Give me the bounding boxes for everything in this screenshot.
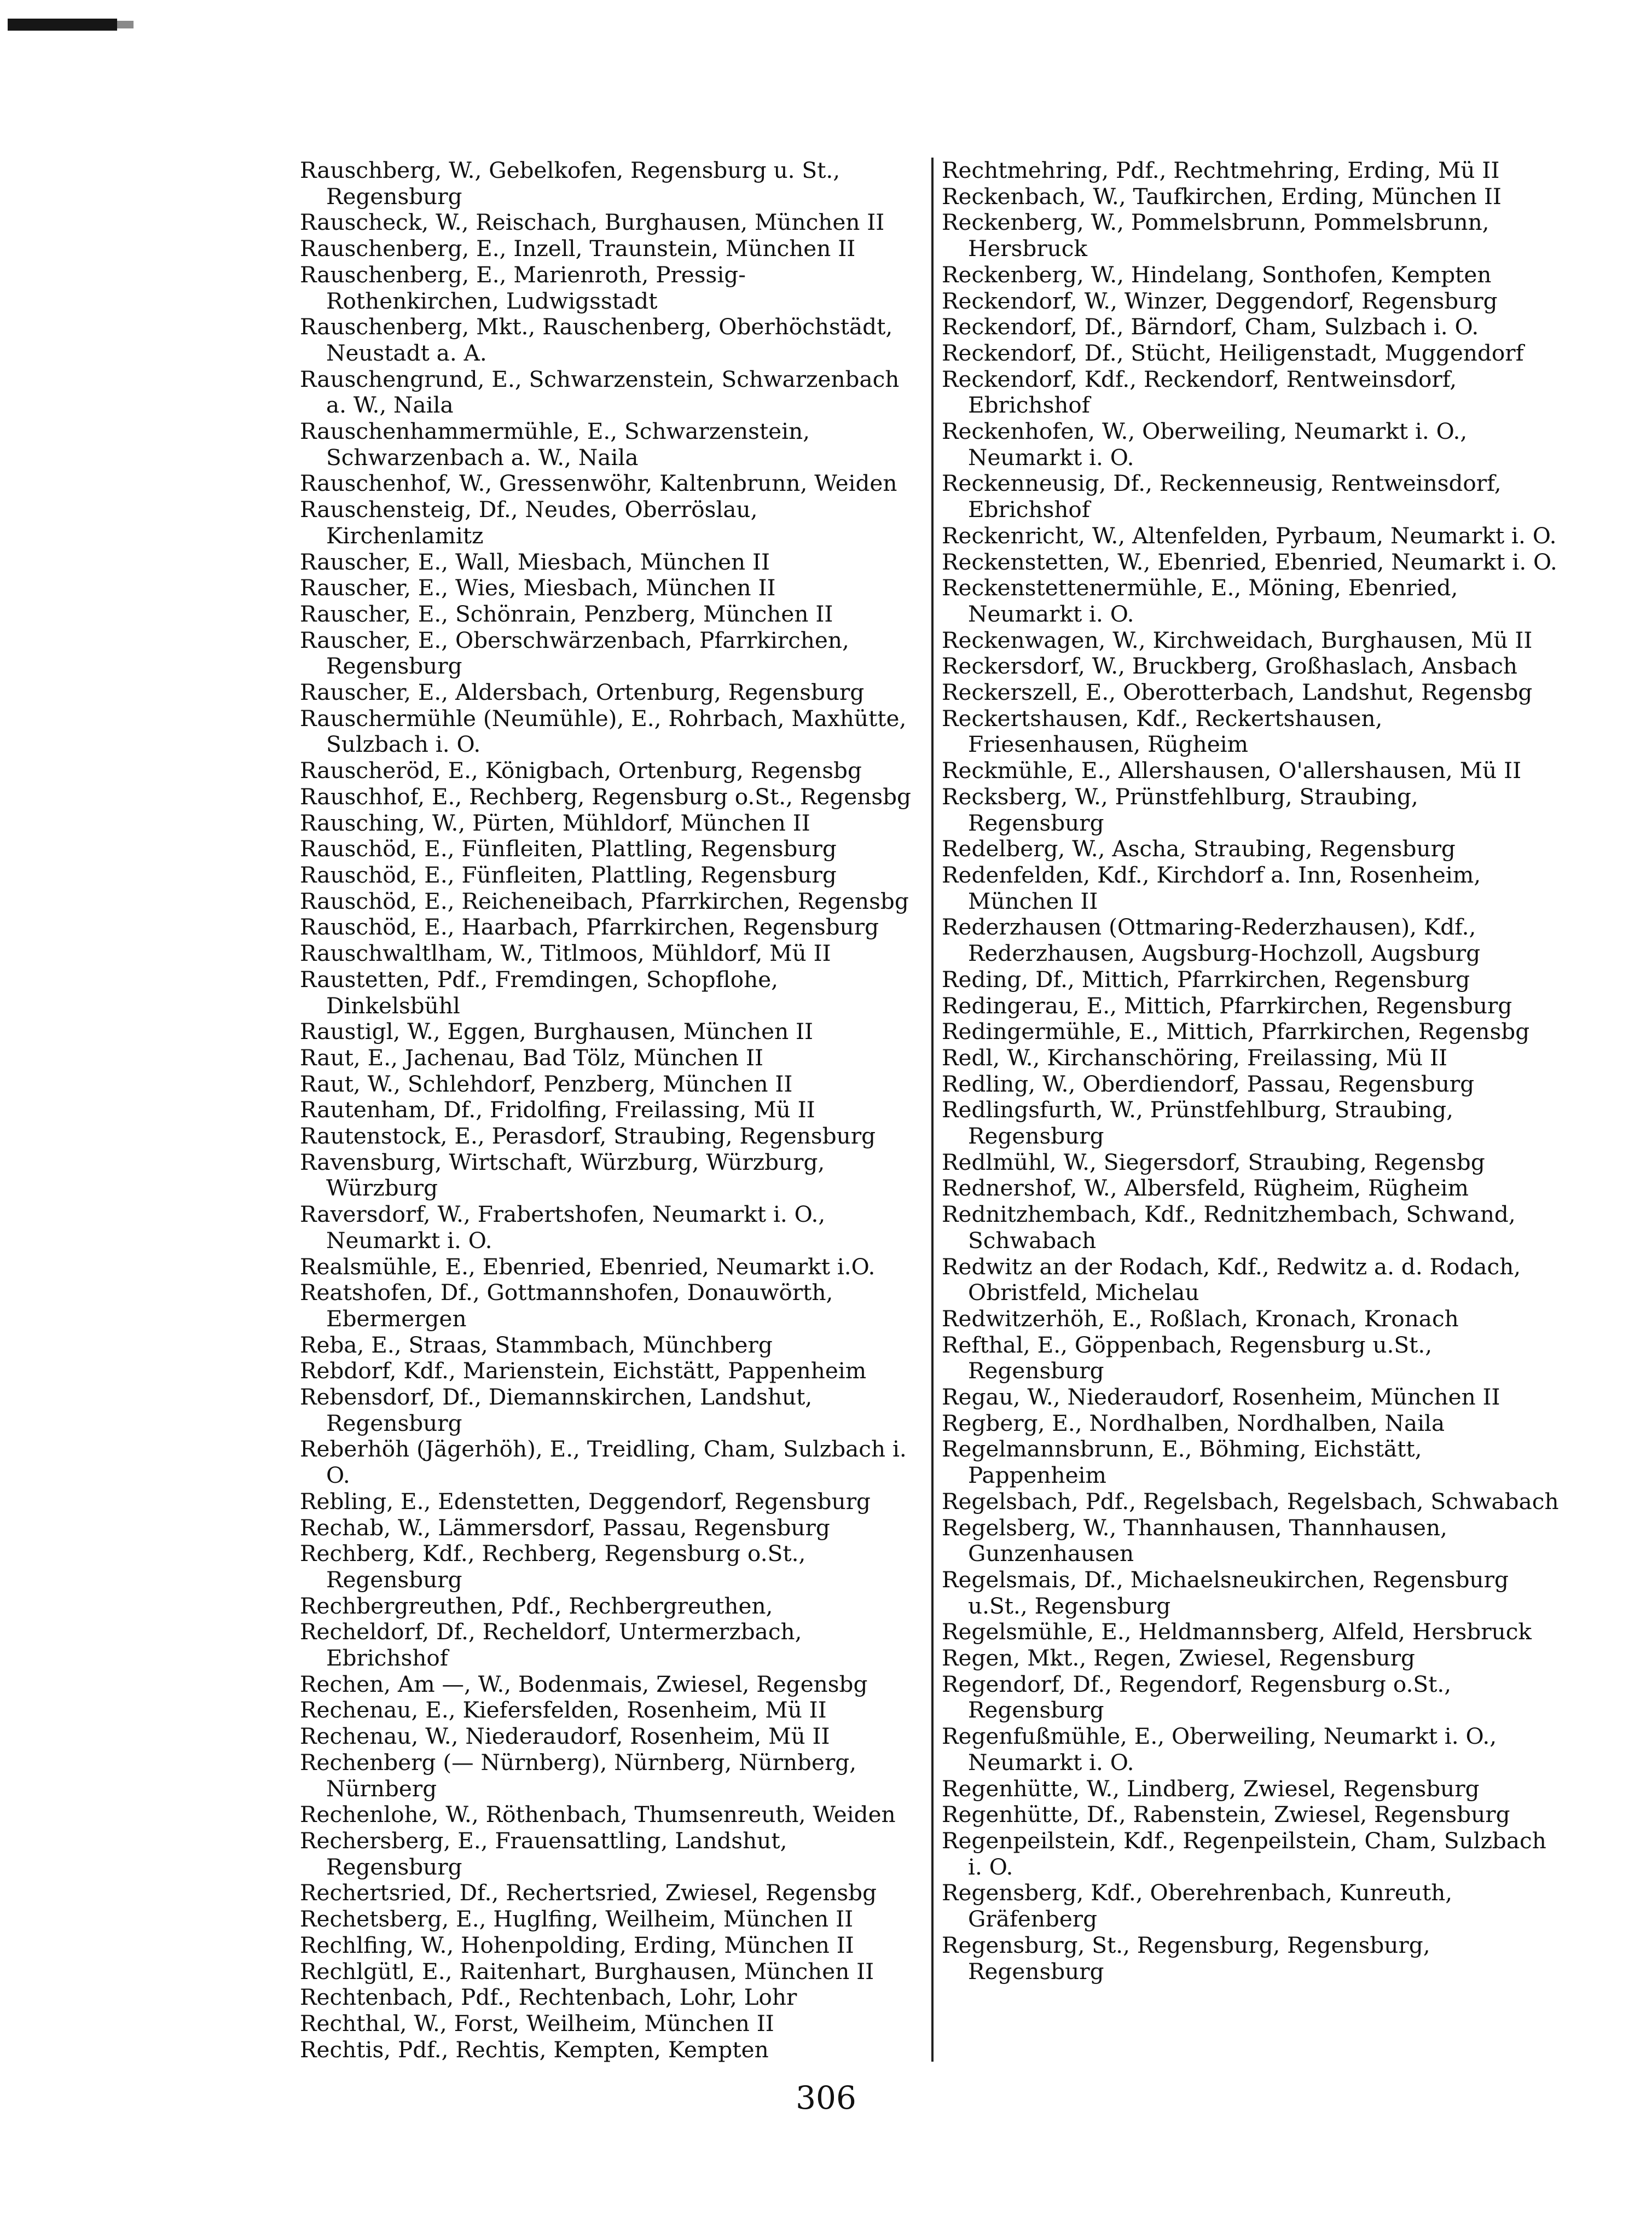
gazetteer-entry: Rechertsried, Df., Rechertsried, Zwiesel, Regensbg	[300, 1879, 877, 1906]
page-number: 306	[796, 2079, 856, 2116]
gazetteer-entry: Reba, E., Straas, Stammbach, Münchberg	[300, 1331, 773, 1358]
gazetteer-entry: Reckerszell, E., Oberotterbach, Landshut, Regensbg	[942, 679, 1533, 706]
gazetteer-entry: Reckendorf, Kdf., Reckendorf, Rentweinsdorf, Ebrichshof	[942, 365, 1464, 419]
gazetteer-entry: Rechenlohe, W., Röthenbach, Thumsenreuth, Weiden	[300, 1801, 896, 1828]
gazetteer-entry: Recheldorf, Df., Recheldorf, Untermerzbach, Ebrichshof	[300, 1618, 809, 1672]
gazetteer-entry: Reckenhofen, W., Oberweiling, Neumarkt i. O., Neumarkt i. O.	[942, 418, 1475, 471]
gazetteer-entry: Rechberg, Kdf., Rechberg, Regensburg o.St., Regensburg	[300, 1540, 813, 1593]
gazetteer-entry: Reckenstettenermühle, E., Möning, Ebenried, Neumarkt i. O.	[942, 575, 1465, 627]
gazetteer-entry: Rechab, W., Lämmersdorf, Passau, Regensburg	[300, 1514, 830, 1541]
gazetteer-entry: Rauschöd, E., Fünfleiten, Plattling, Regensburg	[300, 861, 837, 888]
gazetteer-entry: Rauscher, E., Wall, Miesbach, München II	[300, 548, 770, 575]
gazetteer-entry: Rebensdorf, Df., Diemannskirchen, Landshut, Regensburg	[300, 1384, 820, 1436]
gazetteer-entry: Rauschwaltlham, W., Titlmoos, Mühldorf, Mü II	[300, 940, 831, 967]
gazetteer-entry: Rauschöd, E., Reicheneibach, Pfarrkirchen, Regensbg	[300, 887, 909, 914]
scan-corner-mark	[8, 19, 117, 31]
gazetteer-entry: Reckenneusig, Df., Reckenneusig, Rentweinsdorf, Ebrichshof	[942, 470, 1509, 523]
gazetteer-entry: Reckenberg, W., Hindelang, Sonthofen, Kempten	[942, 261, 1492, 288]
gazetteer-entry: Rechtis, Pdf., Rechtis, Kempten, Kempten	[300, 2036, 769, 2063]
left-column	[300, 158, 918, 2073]
gazetteer-entry: Raut, E., Jachenau, Bad Tölz, München II	[300, 1044, 763, 1071]
gazetteer-entry: Rauscher, E., Aldersbach, Ortenburg, Regensburg	[300, 679, 865, 706]
gazetteer-entry: Rautenstock, E., Perasdorf, Straubing, Regensburg	[300, 1123, 876, 1150]
gazetteer-entry: Ravensburg, Wirtschaft, Würzburg, Würzburg, Würzburg	[300, 1148, 832, 1202]
gazetteer-entry: Regenfußmühle, E., Oberweiling, Neumarkt i. O., Neumarkt i. O.	[942, 1723, 1504, 1776]
gazetteer-entry: Rechlgütl, E., Raitenhart, Burghausen, München II	[300, 1958, 874, 1985]
gazetteer-entry: Rausching, W., Pürten, Mühldorf, München II	[300, 809, 810, 836]
gazetteer-entry: Raut, W., Schlehdorf, Penzberg, München II	[300, 1070, 793, 1097]
gazetteer-entry: Regau, W., Niederaudorf, Rosenheim, München II	[942, 1384, 1500, 1411]
gazetteer-entry: Reding, Df., Mittich, Pfarrkirchen, Regensburg	[942, 966, 1470, 993]
gazetteer-entry: Rechbergreuthen, Pdf., Rechbergreuthen,	[300, 1592, 773, 1619]
gazetteer-entry: Regendorf, Df., Regendorf, Regensburg o.St., Regensburg	[942, 1670, 1459, 1724]
gazetteer-entry: Raustigl, W., Eggen, Burghausen, München II	[300, 1018, 814, 1045]
gazetteer-entry: Rauschberg, W., Gebelkofen, Regensburg u. St., Regensburg	[300, 158, 848, 210]
column-divider	[931, 158, 934, 2062]
gazetteer-entry: Rauscheck, W., Reischach, Burghausen, München II	[300, 209, 885, 236]
gazetteer-entry: Rebling, E., Edenstetten, Deggendorf, Regensburg	[300, 1488, 871, 1515]
gazetteer-entry: Regelsbach, Pdf., Regelsbach, Regelsbach, Schwabach	[942, 1488, 1559, 1515]
gazetteer-entry: Rechlfing, W., Hohenpolding, Erding, München II	[300, 1931, 854, 1958]
gazetteer-entry: Rechtenbach, Pdf., Rechtenbach, Lohr, Lohr	[300, 1984, 797, 2011]
gazetteer-entry: Rauscheröd, E., Königbach, Ortenburg, Regensbg	[300, 757, 862, 784]
gazetteer-entry: Rauschermühle (Neumühle), E., Rohrbach, Maxhütte, Sulzbach i. O.	[300, 705, 914, 758]
gazetteer-entry: Reckenberg, W., Pommelsbrunn, Pommelsbrunn, Hersbruck	[942, 209, 1497, 262]
gazetteer-entry: Regelsmais, Df., Michaelsneukirchen, Regensburg u.St., Regensburg	[942, 1566, 1516, 1619]
gazetteer-entry: Regberg, E., Nordhalben, Nordhalben, Naila	[942, 1409, 1445, 1436]
gazetteer-entry: Rechen, Am —, W., Bodenmais, Zwiesel, Regensbg	[300, 1670, 868, 1697]
gazetteer-entry: Regelsmühle, E., Heldmannsberg, Alfeld, Hersbruck	[942, 1618, 1532, 1645]
gazetteer-entry: Rauschenberg, Mkt., Rauschenberg, Oberhöchstädt, Neustadt a. A.	[300, 314, 900, 366]
gazetteer-entry: Regenhütte, Df., Rabenstein, Zwiesel, Regensburg	[942, 1801, 1510, 1828]
gazetteer-entry: Rauschenberg, E., Inzell, Traunstein, München II	[300, 235, 856, 262]
gazetteer-entry: Redingerau, E., Mittich, Pfarrkirchen, Regensburg	[942, 992, 1512, 1019]
gazetteer-entry: Regensburg, St., Regensburg, Regensburg, Regensburg	[942, 1931, 1437, 1985]
gazetteer-entry: Rauschhof, E., Rechberg, Regensburg o.St., Regensbg	[300, 783, 911, 810]
gazetteer-entry: Rechtmehring, Pdf., Rechtmehring, Erding, Mü II	[942, 158, 1500, 183]
gazetteer-entry: Rauschenhammermühle, E., Schwarzenstein, Schwarzenbach a. W., Naila	[300, 418, 817, 471]
gazetteer-entry: Regensberg, Kdf., Oberehrenbach, Kunreuth, Gräfenberg	[942, 1879, 1460, 1933]
gazetteer-entry: Refthal, E., Göppenbach, Regensburg u.St., Regensburg	[942, 1331, 1440, 1384]
gazetteer-entry: Redelberg, W., Ascha, Straubing, Regensburg	[942, 836, 1456, 862]
gazetteer-entry: Reckenstetten, W., Ebenried, Ebenried, Neumarkt i. O.	[942, 548, 1557, 575]
right-column	[942, 158, 1560, 2073]
gazetteer-entry: Reckertshausen, Kdf., Reckertshausen, Friesenhausen, Rügheim	[942, 705, 1390, 758]
gazetteer-entry: Regen, Mkt., Regen, Zwiesel, Regensburg	[942, 1645, 1415, 1672]
gazetteer-entry: Rechenau, W., Niederaudorf, Rosenheim, Mü II	[300, 1723, 830, 1750]
gazetteer-entry: Rechetsberg, E., Huglfing, Weilheim, München II	[300, 1906, 854, 1933]
gazetteer-entry: Rechersberg, E., Frauensattling, Landshut, Regensburg	[300, 1827, 795, 1880]
gazetteer-entry: Reckendorf, Df., Stücht, Heiligenstadt, Muggendorf	[942, 339, 1524, 366]
gazetteer-entry: Recksberg, W., Prünstfehlburg, Straubing, Regensburg	[942, 783, 1425, 836]
gazetteer-entry: Redingermühle, E., Mittich, Pfarrkirchen, Regensbg	[942, 1018, 1530, 1045]
gazetteer-entry: Redwitzerhöh, E., Roßlach, Kronach, Kronach	[942, 1305, 1459, 1332]
gazetteer-entry: Redlmühl, W., Siegersdorf, Straubing, Regensbg	[942, 1148, 1485, 1175]
gazetteer-entry: Rauscher, E., Oberschwärzenbach, Pfarrkirchen, Regensburg	[300, 626, 856, 680]
gazetteer-entry: Rednitzhembach, Kdf., Rednitzhembach, Schwand, Schwabach	[942, 1201, 1523, 1254]
gazetteer-entry: Raversdorf, W., Frabertshofen, Neumarkt i. O., Neumarkt i. O.	[300, 1201, 833, 1254]
gazetteer-entry: Reckendorf, Df., Bärndorf, Cham, Sulzbach i. O.	[942, 314, 1479, 340]
gazetteer-entry: Reckenricht, W., Altenfelden, Pyrbaum, Neumarkt i. O.	[942, 522, 1557, 549]
gazetteer-entry: Redenfelden, Kdf., Kirchdorf a. Inn, Rosenheim, München II	[942, 861, 1488, 914]
gazetteer-entry: Reckmühle, E., Allershausen, O'allershausen, Mü II	[942, 757, 1522, 784]
gazetteer-entry: Rautenham, Df., Fridolfing, Freilassing, Mü II	[300, 1096, 815, 1123]
gazetteer-entry: Rauschöd, E., Haarbach, Pfarrkirchen, Regensburg	[300, 914, 879, 941]
gazetteer-entry: Reckersdorf, W., Bruckberg, Großhaslach, Ansbach	[942, 653, 1518, 680]
gazetteer-entry: Redlingsfurth, W., Prünstfehlburg, Straubing, Regensburg	[942, 1096, 1460, 1150]
gazetteer-entry: Redling, W., Oberdiendorf, Passau, Regensburg	[942, 1070, 1475, 1097]
gazetteer-entry: Regenhütte, W., Lindberg, Zwiesel, Regensburg	[942, 1775, 1480, 1802]
gazetteer-entry: Rechthal, W., Forst, Weilheim, München II	[300, 2010, 774, 2036]
gazetteer-entry: Raustetten, Pdf., Fremdingen, Schopflohe, Dinkelsbühl	[300, 966, 785, 1019]
gazetteer-entry: Reberhöh (Jägerhöh), E., Treidling, Cham, Sulzbach i. O.	[300, 1436, 914, 1489]
gazetteer-entry: Regelsberg, W., Thannhausen, Thannhausen, Gunzenhausen	[942, 1514, 1454, 1567]
gazetteer-entry: Reckenwagen, W., Kirchweidach, Burghausen, Mü II	[942, 626, 1533, 653]
gazetteer-entry: Rauscher, E., Wies, Miesbach, München II	[300, 575, 776, 601]
gazetteer-entry: Rauscher, E., Schönrain, Penzberg, München II	[300, 600, 833, 627]
gazetteer-entry: Rechenberg (— Nürnberg), Nürnberg, Nürnberg, Nürnberg	[300, 1749, 863, 1802]
gazetteer-entry: Rauschengrund, E., Schwarzenstein, Schwarzenbach a. W., Naila	[300, 365, 907, 419]
gazetteer-entry: Reckenbach, W., Taufkirchen, Erding, München II	[942, 183, 1502, 210]
gazetteer-entry: Rauschöd, E., Fünfleiten, Plattling, Regensburg	[300, 836, 837, 862]
gazetteer-entry: Redl, W., Kirchanschöring, Freilassing, Mü II	[942, 1044, 1448, 1071]
gazetteer-entry: Realsmühle, E., Ebenried, Ebenried, Neumarkt i.O.	[300, 1253, 876, 1280]
gazetteer-entry: Regelmannsbrunn, E., Böhming, Eichstätt, Pappenheim	[942, 1436, 1429, 1489]
gazetteer-entry: Rauschensteig, Df., Neudes, Oberröslau, Kirchenlamitz	[300, 496, 765, 549]
gazetteer-entry: Rechenau, E., Kiefersfelden, Rosenheim, Mü II	[300, 1697, 827, 1724]
gazetteer-entry: Regenpeilstein, Kdf., Regenpeilstein, Cham, Sulzbach i. O.	[942, 1827, 1554, 1880]
gazetteer-entry: Redwitz an der Rodach, Kdf., Redwitz a. d. Rodach, Obristfeld, Michelau	[942, 1253, 1528, 1306]
gazetteer-entry: Rederzhausen (Ottmaring-Rederzhausen), Kdf., Rederzhausen, Augsburg-Hochzoll, Augsburg	[942, 914, 1483, 967]
gazetteer-entry: Reatshofen, Df., Gottmannshofen, Donauwörth, Ebermergen	[300, 1279, 841, 1332]
gazetteer-entry: Reckendorf, W., Winzer, Deggendorf, Regensburg	[942, 287, 1498, 314]
gazetteer-entry: Rauschenhof, W., Gressenwöhr, Kaltenbrunn, Weiden	[300, 470, 897, 497]
gazetteer-entry: Rednershof, W., Albersfeld, Rügheim, Rügheim	[942, 1175, 1469, 1202]
gazetteer-entry: Rauschenberg, E., Marienroth, Pressig-Rothenkirchen, Ludwigsstadt	[300, 261, 746, 314]
gazetteer-entry: Rebdorf, Kdf., Marienstein, Eichstätt, Pappenheim	[300, 1357, 867, 1384]
